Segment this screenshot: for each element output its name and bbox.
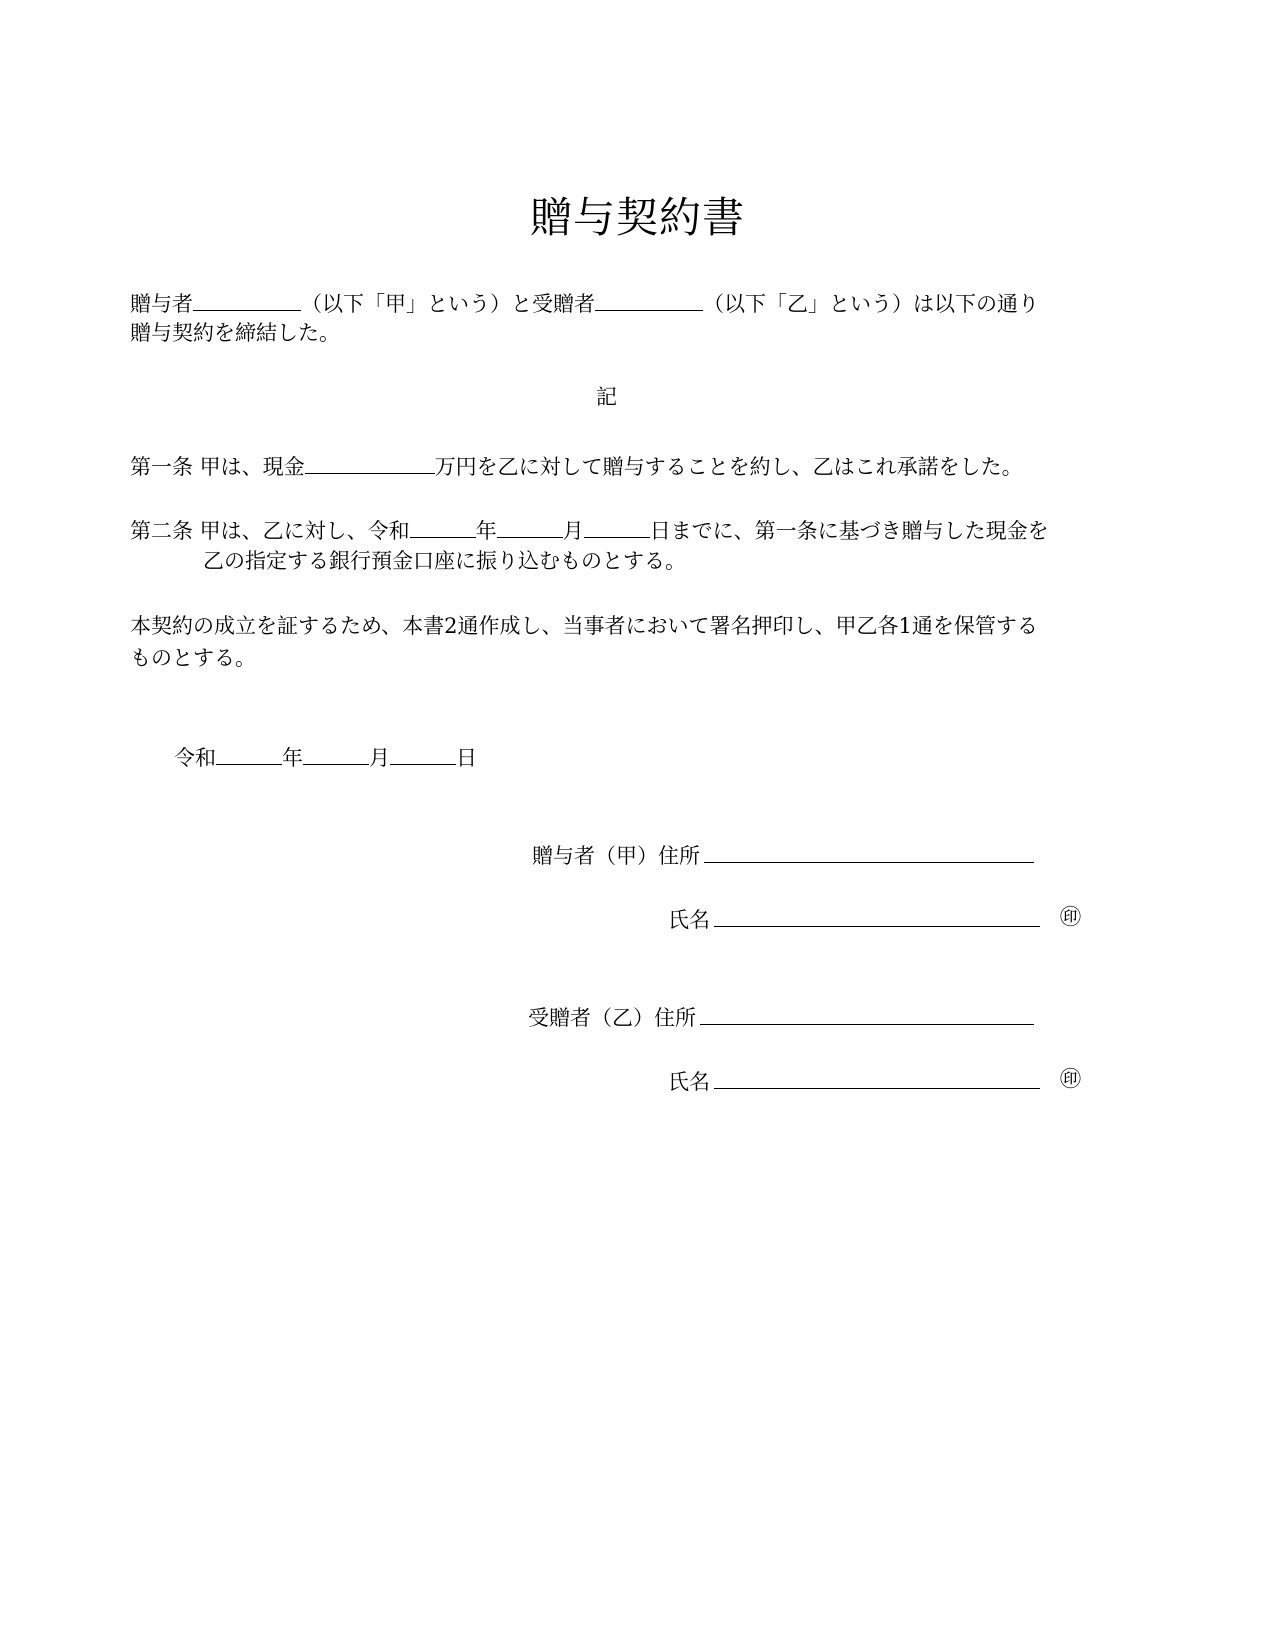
intro-line-2: 贈与契約を締結した。 (130, 321, 340, 345)
contract-date (174, 740, 477, 773)
date-month: 月 (369, 746, 390, 770)
closing-line-2: ものとする。 (130, 646, 256, 670)
article-1-head: 第一条 甲は、現金 (130, 455, 305, 479)
donee-seal-icon: ㊞ (1060, 1067, 1081, 1091)
article-2-tail: 日までに、第一条に基づき贈与した現金を (649, 519, 1049, 543)
date-month-blank[interactable] (303, 740, 369, 765)
intro-phrase-1: （以下「甲」という）と受贈者 (301, 292, 595, 316)
date-day-blank[interactable] (390, 740, 456, 765)
donor-name-blank[interactable] (193, 286, 301, 311)
donee-address-blank[interactable] (700, 1000, 1034, 1025)
donor-address-label: 贈与者（甲）住所 (532, 844, 700, 868)
donee-address-row (528, 1000, 1034, 1033)
date-era: 令和 (174, 746, 216, 770)
donor-address-blank[interactable] (704, 838, 1034, 863)
article-2-line-2: 乙の指定する銀行預金口座に振り込むものとする。 (203, 549, 686, 573)
article-2-head: 第二条 甲は、乙に対し、令和 (130, 519, 410, 543)
donor-name-line[interactable] (714, 902, 1040, 927)
article-2-year-blank[interactable] (410, 513, 476, 538)
date-year: 年 (282, 746, 303, 770)
donor-name-label: 氏名 (668, 908, 710, 932)
ki-heading: 記 (596, 385, 617, 409)
article-2-year: 年 (475, 519, 497, 543)
donee-address-label: 受贈者（乙）住所 (528, 1006, 696, 1030)
article-2-day-blank[interactable] (584, 513, 650, 538)
donee-name-row (668, 1064, 1040, 1097)
intro-phrase-2: （以下「乙」という）は以下の通り (703, 292, 1039, 316)
article-2-month-blank[interactable] (497, 513, 563, 538)
donor-address-row (532, 838, 1034, 871)
amount-blank[interactable] (305, 449, 435, 474)
date-day: 日 (456, 746, 477, 770)
donee-name-line[interactable] (714, 1064, 1040, 1089)
donor-name-row (668, 902, 1040, 935)
donee-name-blank[interactable] (595, 286, 703, 311)
article-1-tail: 万円を乙に対して贈与することを約し、乙はこれ承諾をした。 (434, 455, 1023, 479)
donor-label: 贈与者 (130, 292, 193, 316)
intro-line-1 (130, 286, 1039, 319)
article-2-month: 月 (562, 519, 584, 543)
donee-name-label: 氏名 (668, 1070, 710, 1094)
article-2-line-1 (130, 513, 1049, 546)
closing-line-1: 本契約の成立を証するため、本書2通作成し、当事者において署名押印し、甲乙各1通を保管する (130, 614, 1038, 638)
date-year-blank[interactable] (216, 740, 282, 765)
donor-seal-icon: ㊞ (1060, 905, 1081, 929)
article-1 (130, 449, 1023, 482)
document-title: 贈与契約書 (529, 193, 745, 242)
